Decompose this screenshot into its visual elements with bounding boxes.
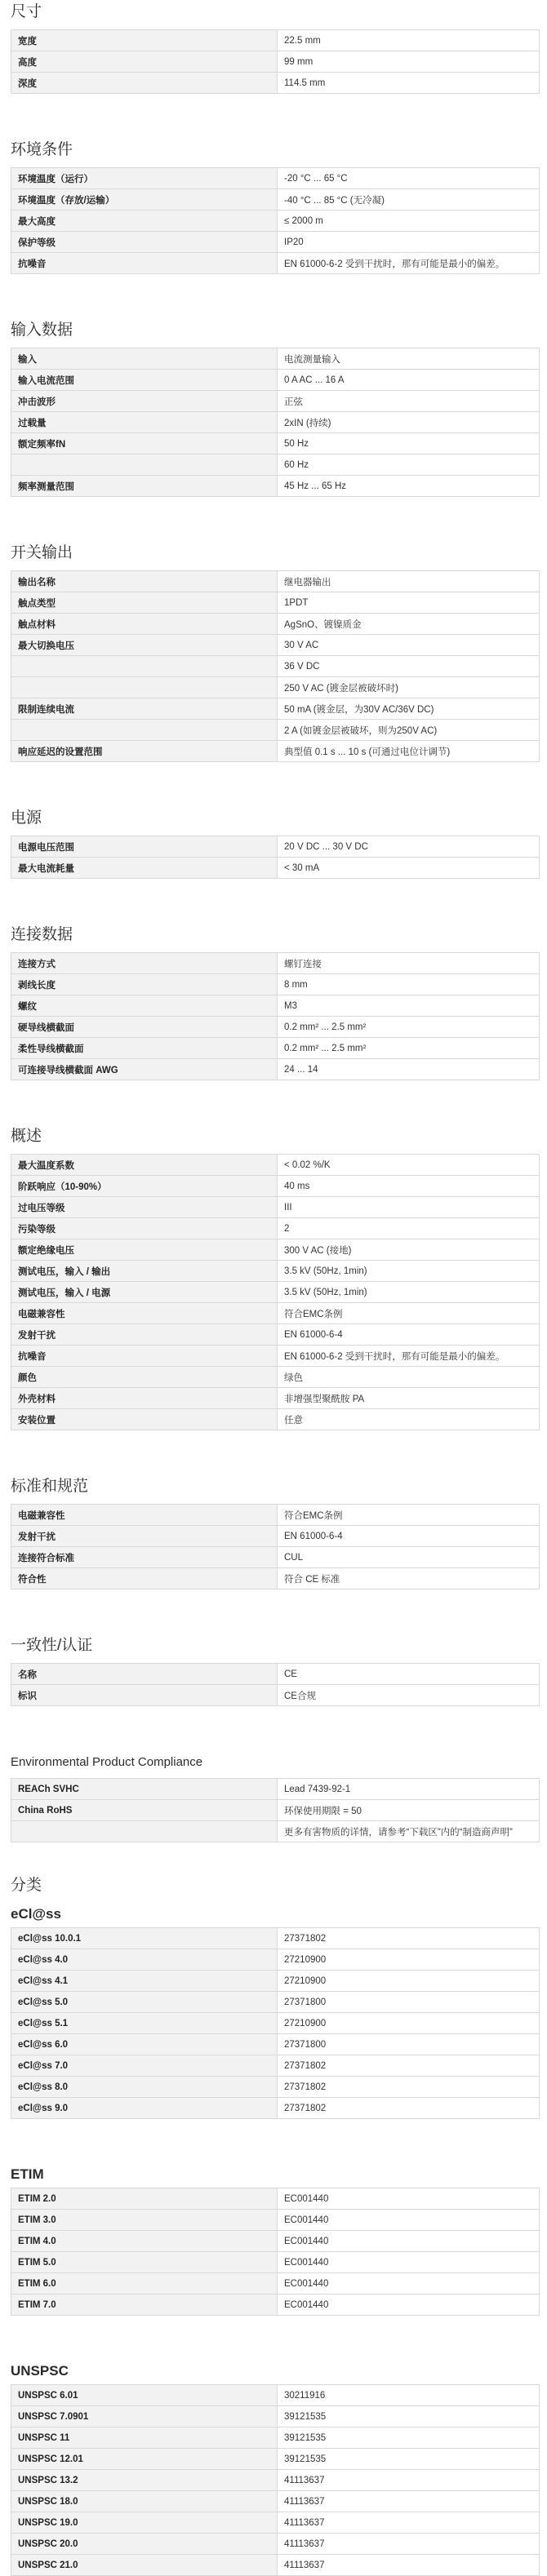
spec-value: 20 V DC ... 30 V DC	[278, 836, 540, 858]
spec-value: ≤ 2000 m	[278, 211, 540, 232]
spec-value: 0.2 mm² ... 2.5 mm²	[278, 1017, 540, 1038]
spec-label: 抗噪音	[11, 253, 278, 274]
spec-label: 额定频率fN	[11, 433, 278, 454]
section-title: 标准和规范	[11, 1478, 89, 1495]
table-row	[11, 391, 540, 412]
table-row	[11, 232, 540, 253]
spec-value: 114.5 mm	[278, 73, 540, 94]
spec-value: EC001440	[278, 2273, 540, 2294]
spec-table	[11, 952, 540, 1080]
spec-label: 抗噪音	[11, 1346, 278, 1367]
spec-value: 27371800	[278, 1992, 540, 2013]
spec-section	[11, 320, 536, 497]
table-row	[11, 2294, 540, 2316]
spec-value: 0 A AC ... 16 A	[278, 370, 540, 391]
table-row	[11, 1197, 540, 1218]
table-row	[11, 698, 540, 720]
spec-table	[11, 29, 540, 94]
spec-value: 24 ... 14	[278, 1059, 540, 1080]
spec-table	[11, 1663, 540, 1706]
spec-label: eCl@ss 5.0	[11, 1992, 278, 2013]
table-row	[11, 2385, 540, 2406]
spec-value: 41113637	[278, 2491, 540, 2512]
table-row	[11, 741, 540, 762]
spec-value: 27371802	[278, 2055, 540, 2077]
spec-value: 27210900	[278, 2013, 540, 2034]
table-row	[11, 2512, 540, 2534]
spec-label: 输入电流范围	[11, 370, 278, 391]
spec-value: 41113637	[278, 2512, 540, 2534]
spec-table	[11, 348, 540, 497]
spec-label: 额定绝缘电压	[11, 1239, 278, 1261]
spec-value: < 30 mA	[278, 858, 540, 879]
section-subtitle: UNSPSC	[11, 2363, 69, 2379]
spec-value: EN 61000-6-2 受到干扰时，那有可能是最小的偏差。	[278, 253, 540, 274]
table-row	[11, 51, 540, 73]
spec-label: ETIM 5.0	[11, 2252, 278, 2273]
spec-label: 连接符合标准	[11, 1547, 278, 1568]
table-row	[11, 1388, 540, 1409]
spec-value: 39121535	[278, 2449, 540, 2470]
section-title: 尺寸	[11, 3, 42, 20]
spec-label: 输出名称	[11, 571, 278, 592]
table-row	[11, 1261, 540, 1282]
spec-label: 符合性	[11, 1568, 278, 1589]
spec-label: UNSPSC 20.0	[11, 2534, 278, 2555]
table-row	[11, 1800, 540, 1821]
spec-value: 螺钉连接	[278, 953, 540, 974]
spec-table	[11, 836, 540, 879]
spec-section	[11, 1875, 536, 2119]
spec-label: UNSPSC 13.2	[11, 2470, 278, 2491]
spec-label: ETIM 6.0	[11, 2273, 278, 2294]
table-row	[11, 211, 540, 232]
spec-value: < 0.02 %/K	[278, 1155, 540, 1176]
spec-value: EC001440	[278, 2294, 540, 2316]
table-row	[11, 1346, 540, 1367]
spec-value: 更多有害物质的详情，请参考“下载区”内的“制造商声明”	[278, 1821, 540, 1842]
spec-value: III	[278, 1197, 540, 1218]
table-row	[11, 1971, 540, 1992]
table-row	[11, 168, 540, 189]
spec-label: 污染等级	[11, 1218, 278, 1239]
table-row	[11, 1505, 540, 1526]
spec-table	[11, 2188, 540, 2316]
section-title: 电源	[11, 809, 42, 827]
section-title: 输入数据	[11, 321, 73, 339]
table-row	[11, 2449, 540, 2470]
spec-value: 典型值 0.1 s ... 10 s (可通过电位计调节)	[278, 741, 540, 762]
spec-label: 硬导线横截面	[11, 1017, 278, 1038]
spec-value: 250 V AC (镀金层被破坏时)	[278, 677, 540, 698]
spec-section	[11, 1635, 536, 1706]
spec-label: ETIM 2.0	[11, 2188, 278, 2210]
table-row	[11, 1282, 540, 1303]
spec-value: 300 V AC (接地)	[278, 1239, 540, 1261]
spec-value: 符合 CE 标准	[278, 1568, 540, 1589]
table-row	[11, 2273, 540, 2294]
table-row	[11, 2491, 540, 2512]
table-row	[11, 995, 540, 1017]
spec-label: UNSPSC 19.0	[11, 2512, 278, 2534]
spec-value: 27371802	[278, 2098, 540, 2119]
table-row	[11, 73, 540, 94]
spec-section	[11, 808, 536, 879]
spec-label: 连接方式	[11, 953, 278, 974]
spec-section	[11, 2165, 536, 2316]
spec-value: M3	[278, 995, 540, 1017]
spec-value: 继电器输出	[278, 571, 540, 592]
spec-value: 27371802	[278, 1928, 540, 1949]
spec-value: 电流测量输入	[278, 348, 540, 370]
table-row	[11, 2231, 540, 2252]
spec-label: eCl@ss 4.0	[11, 1949, 278, 1971]
spec-table	[11, 1927, 540, 2119]
spec-label: 频率测量范围	[11, 476, 278, 497]
spec-value: -20 °C ... 65 °C	[278, 168, 540, 189]
table-row	[11, 1038, 540, 1059]
table-row	[11, 1949, 540, 1971]
table-row	[11, 677, 540, 698]
table-row	[11, 1367, 540, 1388]
spec-value: 27371802	[278, 2077, 540, 2098]
table-row	[11, 1303, 540, 1324]
spec-value: 符合EMC条例	[278, 1505, 540, 1526]
spec-label: China RoHS	[11, 1800, 278, 1821]
table-row	[11, 253, 540, 274]
section-title: 分类	[11, 1877, 42, 1894]
table-row	[11, 1059, 540, 1080]
table-row	[11, 1218, 540, 1239]
table-row	[11, 2098, 540, 2119]
spec-value: 3.5 kV (50Hz, 1min)	[278, 1282, 540, 1303]
spec-value: 41113637	[278, 2534, 540, 2555]
table-row	[11, 2252, 540, 2273]
table-row	[11, 1568, 540, 1589]
table-row	[11, 2470, 540, 2491]
table-row	[11, 370, 540, 391]
spec-value: 36 V DC	[278, 656, 540, 677]
spec-label: 限制连续电流	[11, 698, 278, 720]
spec-label: 外壳材料	[11, 1388, 278, 1409]
section-title: Environmental Product Compliance	[11, 1755, 203, 1769]
spec-value: 2xIN (持续)	[278, 412, 540, 433]
table-row	[11, 656, 540, 677]
spec-value: EC001440	[278, 2188, 540, 2210]
spec-label: 测试电压，输入 / 电源	[11, 1282, 278, 1303]
spec-label: UNSPSC 6.01	[11, 2385, 278, 2406]
spec-value: IP20	[278, 232, 540, 253]
spec-value: 30 V AC	[278, 635, 540, 656]
table-row	[11, 1324, 540, 1346]
spec-label: 安装位置	[11, 1409, 278, 1430]
table-row	[11, 953, 540, 974]
spec-label: 柔性导线横截面	[11, 1038, 278, 1059]
spec-label: UNSPSC 21.0	[11, 2555, 278, 2576]
table-row	[11, 2188, 540, 2210]
table-row	[11, 1409, 540, 1430]
spec-value: 30211916	[278, 2385, 540, 2406]
spec-value: 41113637	[278, 2555, 540, 2576]
spec-value: 任意	[278, 1409, 540, 1430]
section-title: 开关输出	[11, 544, 73, 561]
spec-value: EN 61000-6-4	[278, 1324, 540, 1346]
spec-label: 螺纹	[11, 995, 278, 1017]
spec-label	[11, 720, 278, 741]
spec-value: 3.5 kV (50Hz, 1min)	[278, 1261, 540, 1282]
table-row	[11, 30, 540, 51]
table-row	[11, 1779, 540, 1800]
section-title: 概述	[11, 1128, 42, 1145]
spec-label: 电源电压范围	[11, 836, 278, 858]
section-title: 一致性/认证	[11, 1637, 93, 1654]
table-row	[11, 2406, 540, 2427]
table-row	[11, 348, 540, 370]
spec-label: UNSPSC 18.0	[11, 2491, 278, 2512]
section-subtitle: eCl@ss	[11, 1906, 61, 1922]
spec-label: 输入	[11, 348, 278, 370]
spec-value: Lead 7439-92-1	[278, 1779, 540, 1800]
table-row	[11, 2555, 540, 2576]
table-row	[11, 1928, 540, 1949]
table-row	[11, 635, 540, 656]
table-row	[11, 1664, 540, 1685]
table-row	[11, 836, 540, 858]
spec-label: 电磁兼容性	[11, 1303, 278, 1324]
table-row	[11, 2534, 540, 2555]
spec-section	[11, 1126, 536, 1430]
spec-label: 发射干扰	[11, 1526, 278, 1547]
spec-value: 0.2 mm² ... 2.5 mm²	[278, 1038, 540, 1059]
spec-label: ETIM 3.0	[11, 2210, 278, 2231]
spec-label: 过载量	[11, 412, 278, 433]
spec-label: 最大温度系数	[11, 1155, 278, 1176]
spec-value: 60 Hz	[278, 454, 540, 476]
spec-label: 深度	[11, 73, 278, 94]
table-row	[11, 592, 540, 614]
spec-label: eCl@ss 10.0.1	[11, 1928, 278, 1949]
spec-section	[11, 140, 536, 274]
spec-value: 绿色	[278, 1367, 540, 1388]
spec-label: eCl@ss 4.1	[11, 1971, 278, 1992]
table-row	[11, 2034, 540, 2055]
spec-label: UNSPSC 12.01	[11, 2449, 278, 2470]
table-row	[11, 1017, 540, 1038]
table-row	[11, 1239, 540, 1261]
spec-value: 正弦	[278, 391, 540, 412]
spec-value: 27371800	[278, 2034, 540, 2055]
spec-value: CE合规	[278, 1685, 540, 1706]
table-row	[11, 2427, 540, 2449]
spec-label: 保护等级	[11, 232, 278, 253]
spec-label: ETIM 7.0	[11, 2294, 278, 2316]
spec-label: 标识	[11, 1685, 278, 1706]
spec-value: 99 mm	[278, 51, 540, 73]
table-row	[11, 2077, 540, 2098]
spec-label: 名称	[11, 1664, 278, 1685]
spec-label: 环境温度（存放/运输）	[11, 189, 278, 211]
spec-section	[11, 543, 536, 762]
table-row	[11, 1992, 540, 2013]
spec-value: 1PDT	[278, 592, 540, 614]
table-row	[11, 974, 540, 995]
spec-value: 22.5 mm	[278, 30, 540, 51]
spec-value: EC001440	[278, 2231, 540, 2252]
spec-label: eCl@ss 7.0	[11, 2055, 278, 2077]
spec-value: EN 61000-6-4	[278, 1526, 540, 1547]
spec-label: REACh SVHC	[11, 1779, 278, 1800]
section-title: 连接数据	[11, 926, 73, 943]
table-row	[11, 571, 540, 592]
spec-label: 环境温度（运行）	[11, 168, 278, 189]
table-row	[11, 454, 540, 476]
spec-label: ETIM 4.0	[11, 2231, 278, 2252]
table-row	[11, 1176, 540, 1197]
spec-label: 最大高度	[11, 211, 278, 232]
spec-label	[11, 1821, 278, 1842]
table-row	[11, 1821, 540, 1842]
spec-label	[11, 677, 278, 698]
spec-value: -40 °C ... 85 °C (无冷凝)	[278, 189, 540, 211]
spec-table	[11, 167, 540, 274]
table-row	[11, 1547, 540, 1568]
spec-value: 50 mA (镀金层，为30V AC/36V DC)	[278, 698, 540, 720]
table-row	[11, 433, 540, 454]
spec-label: 响应延迟的设置范围	[11, 741, 278, 762]
spec-label: 高度	[11, 51, 278, 73]
spec-label: UNSPSC 7.0901	[11, 2406, 278, 2427]
spec-value: 39121535	[278, 2427, 540, 2449]
spec-value: 27210900	[278, 1971, 540, 1992]
section-title: 环境条件	[11, 141, 73, 158]
spec-section	[11, 1476, 536, 1589]
spec-label: 冲击波形	[11, 391, 278, 412]
spec-section	[11, 2361, 536, 2576]
spec-value: CE	[278, 1664, 540, 1685]
table-row	[11, 189, 540, 211]
spec-value: EN 61000-6-2 受到干扰时，那有可能是最小的偏差。	[278, 1346, 540, 1367]
spec-value: AgSnO、镀镍质金	[278, 614, 540, 635]
table-row	[11, 1526, 540, 1547]
spec-label: 最大切换电压	[11, 635, 278, 656]
spec-value: 2	[278, 1218, 540, 1239]
spec-label: 宽度	[11, 30, 278, 51]
table-row	[11, 614, 540, 635]
spec-value: EC001440	[278, 2210, 540, 2231]
spec-label: 发射干扰	[11, 1324, 278, 1346]
spec-label: 可连接导线横截面 AWG	[11, 1059, 278, 1080]
spec-table	[11, 570, 540, 762]
spec-label: 触点材料	[11, 614, 278, 635]
spec-value: 39121535	[278, 2406, 540, 2427]
spec-label: 阶跃响应（10-90%）	[11, 1176, 278, 1197]
spec-table	[11, 1154, 540, 1430]
spec-section	[11, 1752, 536, 1842]
spec-label	[11, 454, 278, 476]
spec-label: eCl@ss 8.0	[11, 2077, 278, 2098]
table-row	[11, 2055, 540, 2077]
spec-table	[11, 1504, 540, 1589]
spec-label	[11, 656, 278, 677]
spec-value: CUL	[278, 1547, 540, 1568]
spec-value: 50 Hz	[278, 433, 540, 454]
spec-label: 剥线长度	[11, 974, 278, 995]
table-row	[11, 1685, 540, 1706]
spec-label: eCl@ss 6.0	[11, 2034, 278, 2055]
table-row	[11, 412, 540, 433]
spec-value: 8 mm	[278, 974, 540, 995]
spec-label: eCl@ss 9.0	[11, 2098, 278, 2119]
table-row	[11, 1155, 540, 1176]
section-subtitle: ETIM	[11, 2166, 44, 2182]
spec-table	[11, 1778, 540, 1842]
spec-label: UNSPSC 11	[11, 2427, 278, 2449]
spec-value: 非增强型聚酰胺 PA	[278, 1388, 540, 1409]
table-row	[11, 2210, 540, 2231]
spec-label: eCl@ss 5.1	[11, 2013, 278, 2034]
spec-table	[11, 2384, 540, 2576]
spec-value: 41113637	[278, 2470, 540, 2491]
spec-label: 过电压等级	[11, 1197, 278, 1218]
table-row	[11, 2013, 540, 2034]
spec-value: 2 A (如镀金层被破坏，则为250V AC)	[278, 720, 540, 741]
spec-section	[11, 924, 536, 1080]
spec-section	[11, 2, 536, 94]
spec-value: 符合EMC条例	[278, 1303, 540, 1324]
spec-value: 45 Hz ... 65 Hz	[278, 476, 540, 497]
spec-label: 颜色	[11, 1367, 278, 1388]
spec-value: 环保使用期限 = 50	[278, 1800, 540, 1821]
spec-label: 电磁兼容性	[11, 1505, 278, 1526]
spec-label: 最大电流耗量	[11, 858, 278, 879]
spec-value: 40 ms	[278, 1176, 540, 1197]
spec-value: EC001440	[278, 2252, 540, 2273]
table-row	[11, 720, 540, 741]
spec-label: 触点类型	[11, 592, 278, 614]
spec-label: 测试电压，输入 / 输出	[11, 1261, 278, 1282]
table-row	[11, 858, 540, 879]
table-row	[11, 476, 540, 497]
spec-value: 27210900	[278, 1949, 540, 1971]
